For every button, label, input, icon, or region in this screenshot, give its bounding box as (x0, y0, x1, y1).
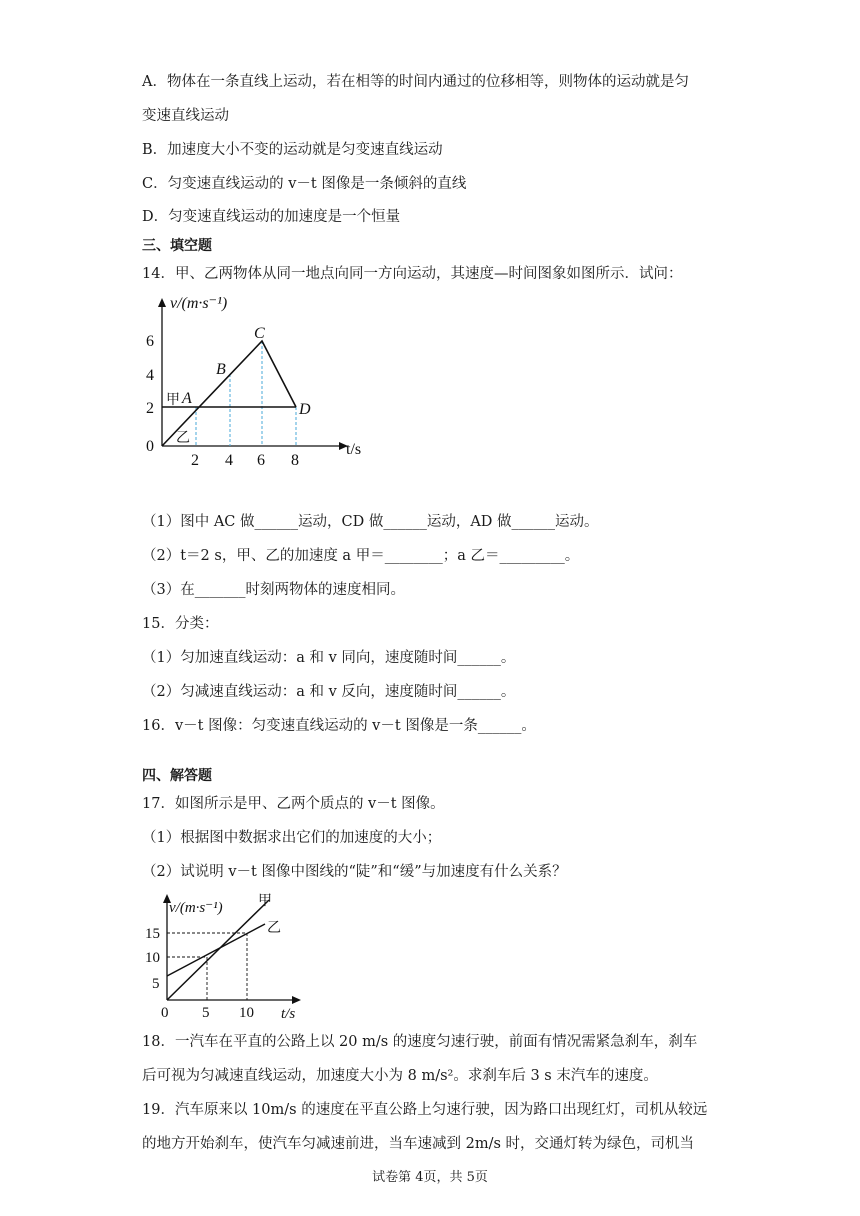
q15-sub2: （2）匀减速直线运动：a 和 v 反向，速度随时间______。 (142, 684, 516, 700)
fig1-xlabel: t/s (346, 441, 362, 458)
point-a-label: A (182, 390, 192, 407)
q19-line1: 19．汽车原来以 10m/s 的速度在平直公路上匀速行驶，因为路口出现红灯，司机从较远 (142, 1102, 708, 1118)
fig1-ytick-6: 6 (146, 333, 154, 350)
page-footer: 试卷第 4页，共 5页 (372, 1170, 488, 1185)
fig1-yi-label: 乙 (176, 431, 190, 446)
q14-sub3: （3）在_______时刻两物体的速度相同。 (142, 582, 405, 598)
fig2-yi-label: 乙 (267, 921, 281, 936)
fig1-xtick-4: 4 (225, 452, 233, 469)
q19-line2: 的地方开始刹车，使汽车匀减速前进，当车速减到 2m/s 时，交通灯转为绿色，司机当 (142, 1136, 695, 1152)
option-c: C．匀变速直线运动的 v－t 图像是一条倾斜的直线 (142, 176, 467, 192)
fig2-xtick-10: 10 (239, 1005, 254, 1020)
q15-stem: 15．分类： (142, 616, 219, 632)
fig1-xtick-6: 6 (257, 452, 265, 469)
fig1-xtick-2: 2 (191, 452, 199, 469)
q17-sub2: （2）试说明 v－t 图像中图线的“陡”和“缓”与加速度有什么关系？ (142, 864, 567, 880)
fig2-xtick-5: 5 (202, 1005, 210, 1020)
option-a-line1: A．物体在一条直线上运动，若在相等的时间内通过的位移相等，则物体的运动就是匀 (142, 74, 689, 90)
option-b: B．加速度大小不变的运动就是匀变速直线运动 (142, 142, 443, 158)
option-a-line2: 变速直线运动 (142, 108, 229, 124)
fig2-xtick-0: 0 (161, 1005, 169, 1020)
section-title-fill-in: 三、填空题 (142, 238, 212, 254)
fig2-ytick-5: 5 (152, 976, 160, 992)
q16: 16．v－t 图像：匀变速直线运动的 v－t 图像是一条______。 (142, 718, 536, 734)
q14-sub1: （1）图中 AC 做______运动，CD 做______运动，AD 做______运动。 (142, 514, 599, 530)
q14-vt-graph (142, 294, 382, 472)
q18-line2: 后可视为匀减速直线运动，加速度大小为 8 m/s²。求刹车后 3 s 末汽车的速度。 (142, 1068, 658, 1084)
yi-line (167, 924, 265, 976)
q17-sub1: （1）根据图中数据求出它们的加速度的大小； (142, 830, 442, 846)
q17-stem: 17．如图所示是甲、乙两个质点的 v－t 图像。 (142, 796, 445, 812)
fig2-xlabel: t/s (281, 1006, 296, 1020)
fig2-ytick-15: 15 (145, 926, 160, 942)
point-c-label: C (254, 325, 265, 342)
fig1-ytick-2: 2 (146, 400, 154, 417)
point-d-label: D (299, 401, 311, 418)
section-title-answer: 四、解答题 (142, 768, 212, 784)
fig2-ytick-10: 10 (145, 950, 160, 966)
q14-stem: 14．甲、乙两物体从同一地点向同一方向运动，其速度—时间图象如图所示．试问： (142, 266, 683, 282)
q15-sub1: （1）匀加速直线运动：a 和 v 同向，速度随时间______。 (142, 650, 516, 666)
option-d: D．匀变速直线运动的加速度是一个恒量 (142, 209, 401, 225)
fig2-ylabel: v/(m·s⁻¹) (169, 900, 223, 916)
fig1-ytick-4: 4 (146, 367, 154, 384)
fig1-ytick-0: 0 (146, 438, 154, 455)
fig1-xtick-8: 8 (291, 452, 299, 469)
point-b-label: B (216, 361, 226, 378)
q14-sub2: （2）t＝2 s，甲、乙的加速度 a 甲＝________；a 乙＝_________。 (142, 548, 580, 564)
q18-line1: 18．一汽车在平直的公路上以 20 m/s 的速度匀速行驶，前面有情况需紧急刹车，刹车 (142, 1034, 698, 1050)
fig1-jia-label: 甲 (166, 393, 180, 408)
fig1-ylabel: v/(m·s⁻¹) (170, 295, 228, 312)
fig2-jia-label: 甲 (258, 894, 272, 909)
q17-vt-graph (145, 890, 315, 1020)
